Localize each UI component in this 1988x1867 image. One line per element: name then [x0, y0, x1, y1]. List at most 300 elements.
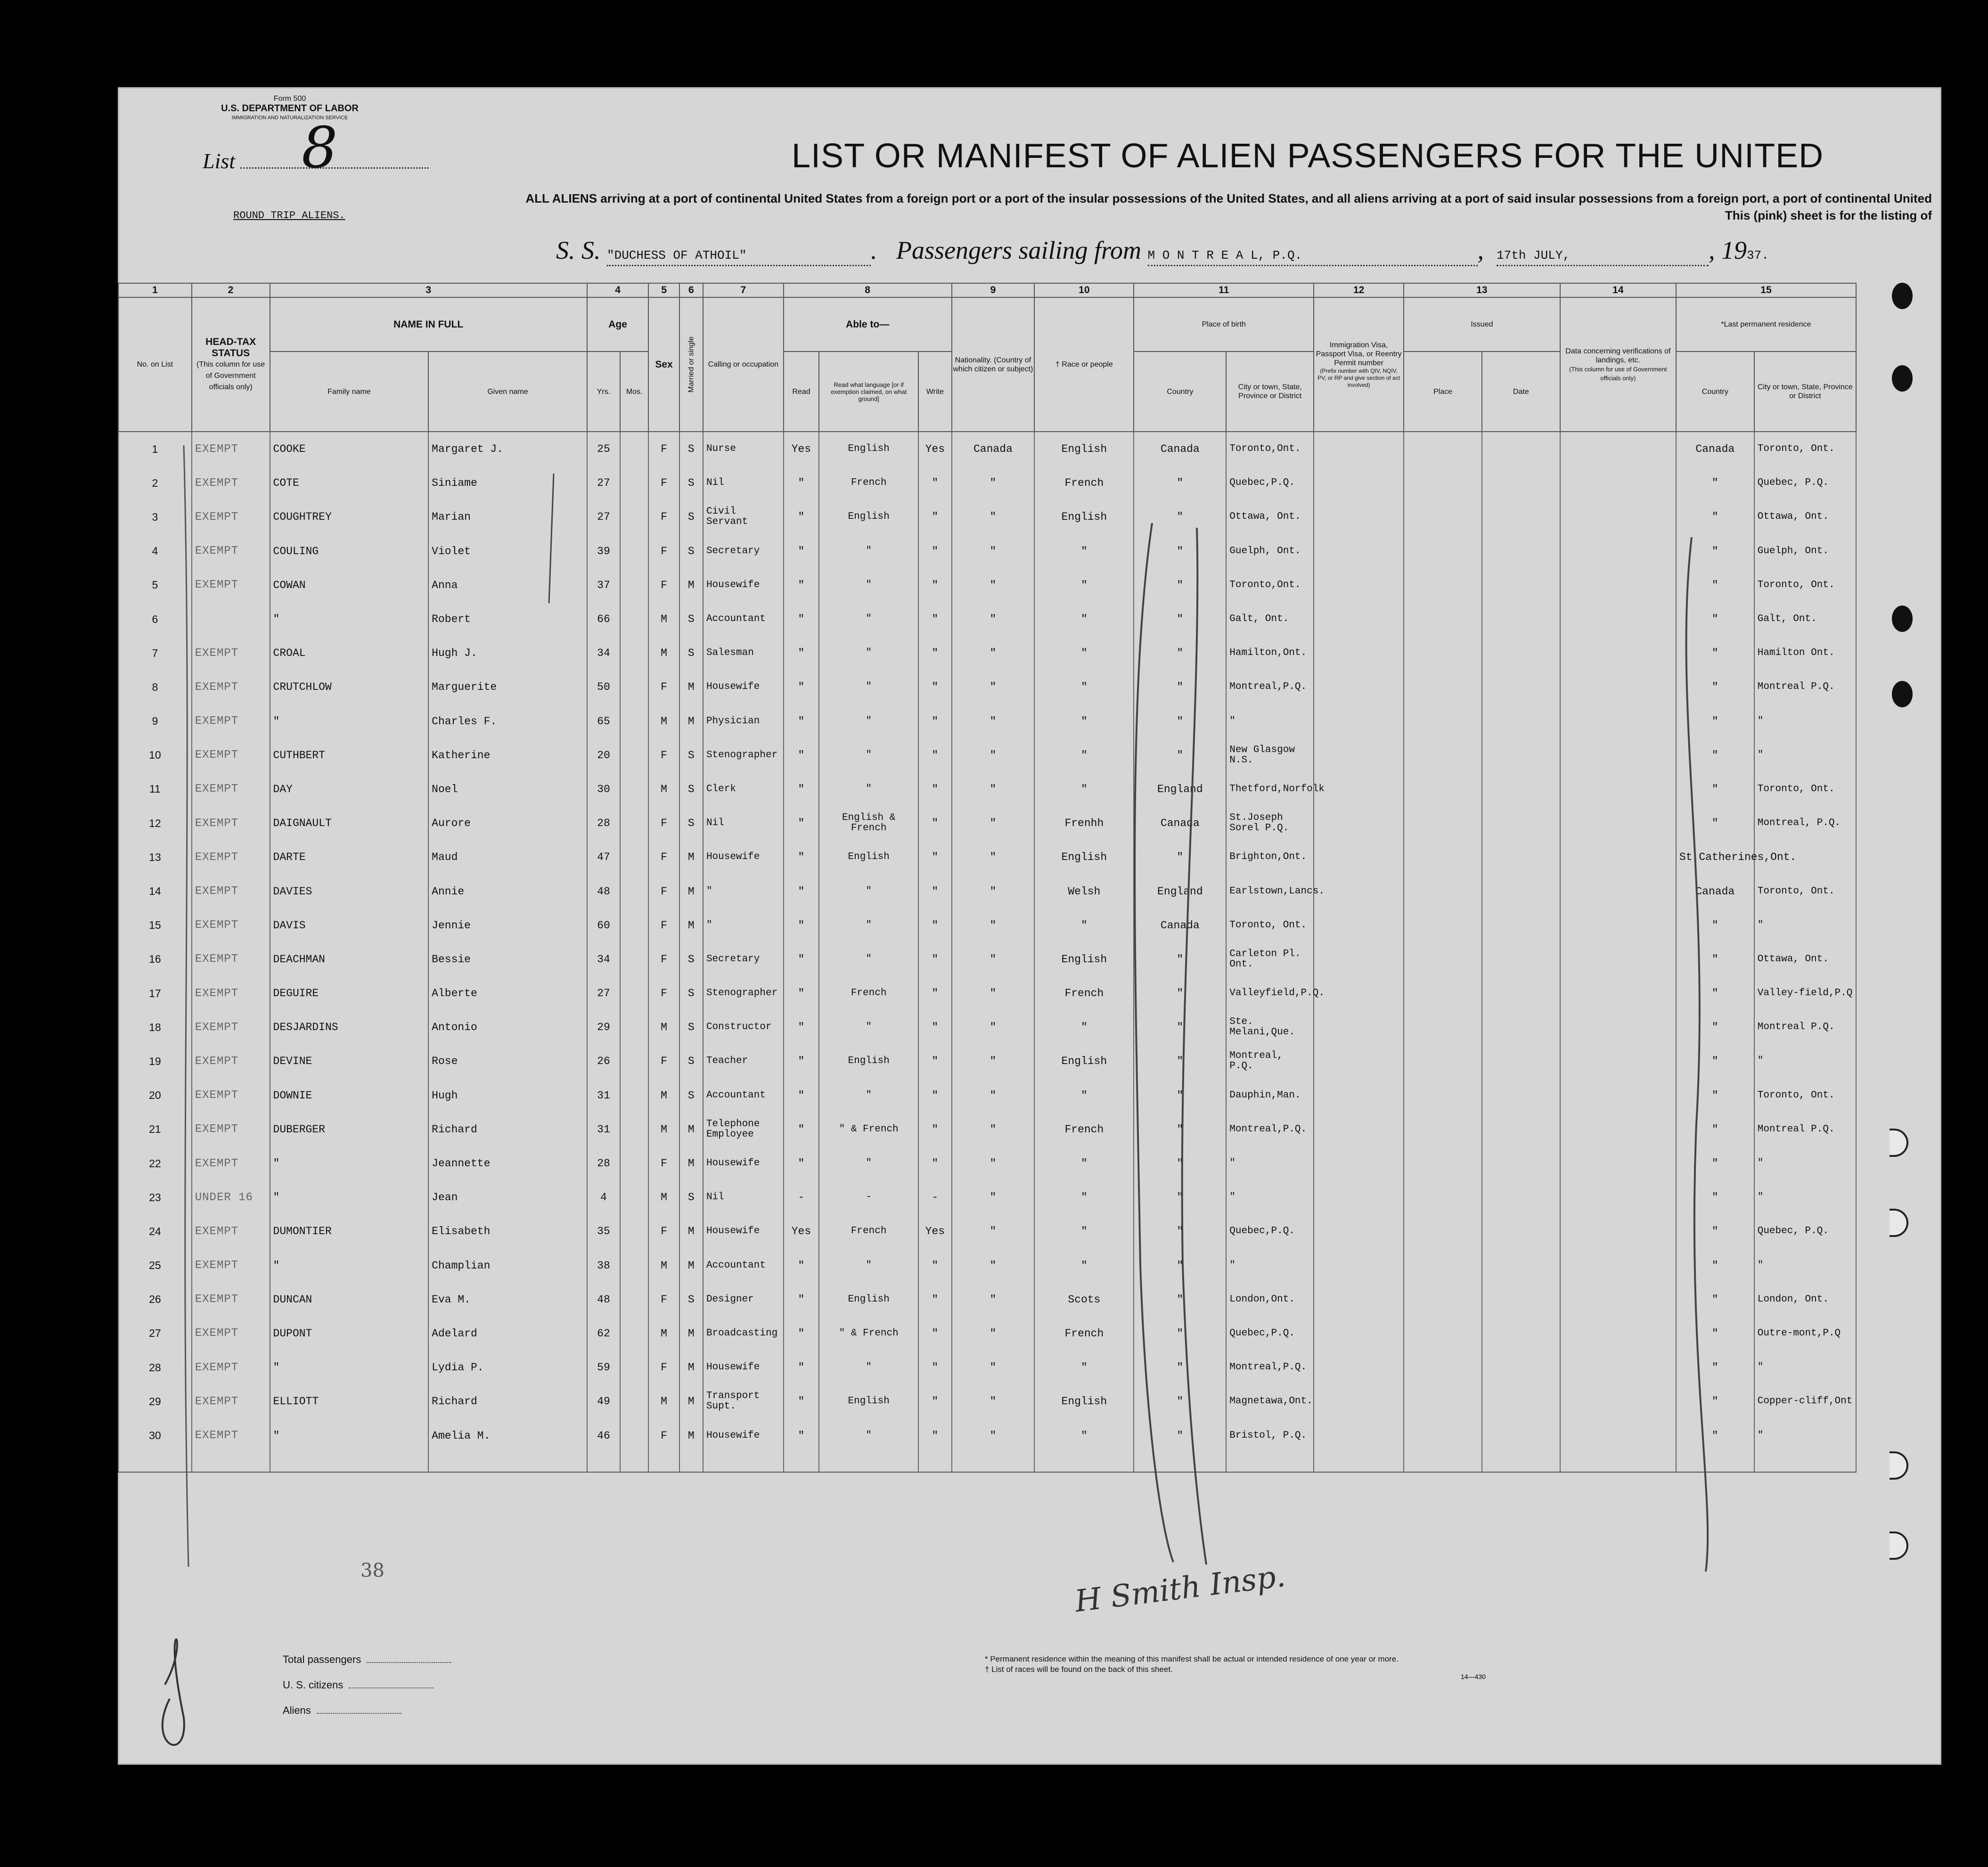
family-name: DARTE	[270, 840, 429, 874]
row-number: 13	[118, 840, 192, 874]
col-num: 7	[703, 283, 784, 297]
birth-country: "	[1134, 636, 1226, 670]
head-tax-status: EXEMPT	[192, 976, 270, 1010]
sex: M	[648, 602, 679, 636]
given-name: Violet	[428, 534, 587, 568]
residence-city: "	[1754, 1146, 1856, 1180]
age-years: 27	[587, 466, 620, 500]
nationality: "	[952, 772, 1035, 806]
residence-city: Outre-mont,P.Q	[1754, 1317, 1856, 1351]
birth-country: "	[1134, 670, 1226, 704]
can-write: "	[918, 1113, 951, 1146]
residence-country: "	[1676, 772, 1754, 806]
sex: F	[648, 1044, 679, 1078]
header-given-name: Given name	[428, 352, 587, 432]
age-years: 4	[587, 1180, 620, 1214]
footnote-races: † List of races will be found on the back of this sheet.	[985, 1665, 1173, 1674]
ss-label: S. S.	[556, 236, 601, 264]
family-name: CRUTCHLOW	[270, 670, 429, 704]
head-tax-status: EXEMPT	[192, 1146, 270, 1180]
family-name: DAY	[270, 772, 429, 806]
residence-country: St.Catherines,Ont.	[1676, 840, 1754, 874]
nationality: "	[952, 1214, 1035, 1248]
nationality: "	[952, 1384, 1035, 1418]
marital-status: M	[679, 1418, 703, 1452]
birth-country: "	[1134, 602, 1226, 636]
race: "	[1034, 534, 1134, 568]
read-language: "	[819, 772, 918, 806]
can-write: "	[918, 909, 951, 942]
birth-city: Montreal, P.Q.	[1226, 1044, 1314, 1078]
family-name: DUNCAN	[270, 1283, 429, 1317]
header-issued: Issued	[1404, 297, 1560, 352]
read-language: "	[819, 1418, 918, 1452]
residence-country: "	[1676, 1249, 1754, 1283]
family-name: COUGHTREY	[270, 500, 429, 534]
marital-status: M	[679, 1384, 703, 1418]
row-number: 9	[118, 704, 192, 738]
given-name: Jean	[428, 1180, 587, 1214]
marital-status: S	[679, 602, 703, 636]
occupation: Housewife	[703, 1351, 784, 1384]
race: "	[1034, 1351, 1134, 1384]
head-tax-status: EXEMPT	[192, 568, 270, 602]
residence-country: "	[1676, 738, 1754, 772]
row-number: 1	[118, 432, 192, 466]
total-passengers-label: Total passengers	[283, 1654, 361, 1665]
occupation: Telephone Employee	[703, 1113, 784, 1146]
list-label: List	[203, 149, 236, 173]
can-write: "	[918, 670, 951, 704]
col-num: 10	[1034, 283, 1134, 297]
residence-country: "	[1676, 806, 1754, 840]
given-name: Hugh	[428, 1079, 587, 1113]
residence-city: Montreal P.Q.	[1754, 670, 1856, 704]
sex: F	[648, 1283, 679, 1317]
marital-status: S	[679, 432, 703, 466]
marital-status: M	[679, 874, 703, 908]
row-number: 14	[118, 874, 192, 908]
occupation: Stenographer	[703, 738, 784, 772]
birth-country: England	[1134, 772, 1226, 806]
instructions-line-1: ALL ALIENS arriving at a port of continental United States from a foreign port or a port of the insular possessions of the United States, and all aliens arriving at a port of said insular possessions from a foreign port, a port of continental United	[525, 191, 1932, 205]
family-name: "	[270, 704, 429, 738]
sex: M	[648, 1180, 679, 1214]
row-number: 12	[118, 806, 192, 840]
residence-country: Canada	[1676, 874, 1754, 908]
birth-country: "	[1134, 976, 1226, 1010]
occupation: Nil	[703, 806, 784, 840]
nationality: "	[952, 1283, 1035, 1317]
header-issued-place: Place	[1404, 352, 1482, 432]
head-tax-status: EXEMPT	[192, 670, 270, 704]
given-name: Aurore	[428, 806, 587, 840]
race: English	[1034, 840, 1134, 874]
sex: F	[648, 874, 679, 908]
residence-country: "	[1676, 704, 1754, 738]
residence-city: "	[1754, 1180, 1856, 1214]
list-number: 8	[302, 115, 338, 181]
nationality: "	[952, 840, 1035, 874]
read-language: " & French	[819, 1317, 918, 1351]
given-name: Eva M.	[428, 1283, 587, 1317]
head-tax-status: EXEMPT	[192, 772, 270, 806]
data-landings-label: Data concerning verifications of landings, etc.	[1565, 347, 1671, 364]
residence-country: "	[1676, 909, 1754, 942]
can-write: "	[918, 942, 951, 976]
race: Scots	[1034, 1283, 1134, 1317]
head-tax-status: EXEMPT	[192, 1418, 270, 1452]
can-read: Yes	[784, 432, 819, 466]
birth-country: "	[1134, 1317, 1226, 1351]
col-num: 11	[1134, 283, 1314, 297]
head-tax-status: EXEMPT	[192, 806, 270, 840]
header-family-name: Family name	[270, 352, 429, 432]
visa-note: (Prefix number with QIV, NQIV, PV, or RP and give section of act involved)	[1317, 367, 1400, 388]
marital-status: S	[679, 1180, 703, 1214]
nationality: "	[952, 1079, 1035, 1113]
age-years: 20	[587, 738, 620, 772]
sex: F	[648, 670, 679, 704]
family-name: DUPONT	[270, 1317, 429, 1351]
birth-country: "	[1134, 1249, 1226, 1283]
nationality: "	[952, 466, 1035, 500]
can-write: "	[918, 534, 951, 568]
occupation: Housewife	[703, 670, 784, 704]
residence-country: "	[1676, 466, 1754, 500]
sex: F	[648, 806, 679, 840]
race: "	[1034, 704, 1134, 738]
birth-country: "	[1134, 1351, 1226, 1384]
age-years: 30	[587, 772, 620, 806]
read-language: "	[819, 942, 918, 976]
can-read: "	[784, 738, 819, 772]
birth-country: "	[1134, 1384, 1226, 1418]
occupation: Stenographer	[703, 976, 784, 1010]
residence-city: Guelph, Ont.	[1754, 534, 1856, 568]
can-write: "	[918, 1418, 951, 1452]
residence-country: "	[1676, 602, 1754, 636]
read-language: English	[819, 500, 918, 534]
residence-country: Canada	[1676, 432, 1754, 466]
occupation: Accountant	[703, 1079, 784, 1113]
aliens-label: Aliens	[283, 1704, 311, 1716]
row-number: 16	[118, 942, 192, 976]
occupation: Housewife	[703, 1418, 784, 1452]
col-num: 1	[118, 283, 192, 297]
nationality: "	[952, 806, 1035, 840]
age-years: 62	[587, 1317, 620, 1351]
binder-hole	[1892, 283, 1913, 309]
occupation: Broadcasting	[703, 1317, 784, 1351]
marital-status: M	[679, 1146, 703, 1180]
sailing-label: Passengers sailing from	[896, 236, 1142, 264]
occupation: Nil	[703, 466, 784, 500]
family-name: DEGUIRE	[270, 976, 429, 1010]
row-number: 4	[118, 534, 192, 568]
binder-hole	[1892, 681, 1913, 707]
row-number: 22	[118, 1146, 192, 1180]
occupation: Designer	[703, 1283, 784, 1317]
birth-city: Toronto,Ont.	[1226, 432, 1314, 466]
given-name: Noel	[428, 772, 587, 806]
can-read: "	[784, 1317, 819, 1351]
sex: M	[648, 1317, 679, 1351]
given-name: Lydia P.	[428, 1351, 587, 1384]
residence-country: "	[1676, 1214, 1754, 1248]
can-write: "	[918, 738, 951, 772]
binder-hole	[1892, 606, 1913, 632]
birth-city: Montreal,P.Q.	[1226, 1113, 1314, 1146]
col-num: 12	[1314, 283, 1404, 297]
occupation: Housewife	[703, 840, 784, 874]
given-name: Jennie	[428, 909, 587, 942]
age-years: 28	[587, 1146, 620, 1180]
sex: F	[648, 466, 679, 500]
age-years: 31	[587, 1113, 620, 1146]
race: "	[1034, 1079, 1134, 1113]
read-language: "	[819, 534, 918, 568]
can-read: "	[784, 1283, 819, 1317]
residence-city: Montreal, P.Q.	[1754, 806, 1856, 840]
race: "	[1034, 1010, 1134, 1044]
row-number: 17	[118, 976, 192, 1010]
header-age: Age	[587, 297, 649, 352]
read-language: English	[819, 432, 918, 466]
occupation: Nurse	[703, 432, 784, 466]
sex: M	[648, 1010, 679, 1044]
sex: M	[648, 1079, 679, 1113]
sex: F	[648, 534, 679, 568]
header-race: † Race or people	[1034, 297, 1134, 432]
marital-status: M	[679, 670, 703, 704]
given-name: Hugh J.	[428, 636, 587, 670]
residence-country: "	[1676, 1044, 1754, 1078]
read-language: English	[819, 840, 918, 874]
head-tax-status: EXEMPT	[192, 500, 270, 534]
marital-status: M	[679, 840, 703, 874]
birth-city: Dauphin,Man.	[1226, 1079, 1314, 1113]
header-able-to: Able to—	[784, 297, 952, 352]
birth-city: "	[1226, 1249, 1314, 1283]
age-years: 59	[587, 1351, 620, 1384]
given-name: Marguerite	[428, 670, 587, 704]
read-language: "	[819, 568, 918, 602]
occupation: Civil Servant	[703, 500, 784, 534]
row-number: 6	[118, 602, 192, 636]
head-tax-status: EXEMPT	[192, 738, 270, 772]
ship-line: S. S. "DUCHESS OF ATHOIL" . Passengers sailing from M O N T R E A L, P.Q. , 17th JULY, , 1937.	[556, 236, 1769, 266]
can-read: "	[784, 1351, 819, 1384]
race: "	[1034, 772, 1134, 806]
family-name: DEACHMAN	[270, 942, 429, 976]
birth-city: Bristol, P.Q.	[1226, 1418, 1314, 1452]
residence-city: "	[1754, 1351, 1856, 1384]
age-years: 37	[587, 568, 620, 602]
manifest-sheet	[118, 87, 1941, 1765]
can-read: "	[784, 466, 819, 500]
can-read: "	[784, 602, 819, 636]
header-married: Married or single	[679, 297, 703, 432]
given-name: Charles F.	[428, 704, 587, 738]
family-name: DUMONTIER	[270, 1214, 429, 1248]
residence-city: Montreal P.Q.	[1754, 1010, 1856, 1044]
head-tax-status: EXEMPT	[192, 942, 270, 976]
family-name: COULING	[270, 534, 429, 568]
nationality: "	[952, 738, 1035, 772]
form-number: Form 500	[273, 95, 306, 103]
head-tax-status: EXEMPT	[192, 874, 270, 908]
residence-city: Toronto, Ont.	[1754, 432, 1856, 466]
residence-country: "	[1676, 534, 1754, 568]
occupation: Accountant	[703, 602, 784, 636]
sex: M	[648, 704, 679, 738]
nationality: "	[952, 1418, 1035, 1452]
marital-status: M	[679, 568, 703, 602]
residence-city: Toronto, Ont.	[1754, 568, 1856, 602]
header-no-on-list: No. on List	[118, 297, 192, 432]
sex: F	[648, 1214, 679, 1248]
residence-country: "	[1676, 1113, 1754, 1146]
read-language: English	[819, 1384, 918, 1418]
nationality: "	[952, 1010, 1035, 1044]
nationality: "	[952, 942, 1035, 976]
given-name: Richard	[428, 1113, 587, 1146]
row-number: 5	[118, 568, 192, 602]
round-trip-label: ROUND TRIP ALIENS.	[233, 210, 345, 221]
can-read: -	[784, 1180, 819, 1214]
header-birth-city: City or town, State, Province or District	[1226, 352, 1314, 432]
row-number: 30	[118, 1418, 192, 1452]
birth-country: England	[1134, 874, 1226, 908]
birth-city: Valleyfield,P.Q.	[1226, 976, 1314, 1010]
age-years: 66	[587, 602, 620, 636]
family-name: "	[270, 1418, 429, 1452]
read-language: "	[819, 1010, 918, 1044]
marital-status: M	[679, 1249, 703, 1283]
col-num: 15	[1676, 283, 1856, 297]
race: English	[1034, 1384, 1134, 1418]
col-num: 2	[192, 283, 270, 297]
residence-country: "	[1676, 976, 1754, 1010]
col-num: 3	[270, 283, 587, 297]
departure-port: M O N T R E A L, P.Q.	[1147, 248, 1302, 262]
sex: F	[648, 909, 679, 942]
race: Frenhh	[1034, 806, 1134, 840]
head-tax-status: EXEMPT	[192, 704, 270, 738]
occupation: Constructor	[703, 1010, 784, 1044]
birth-country: "	[1134, 568, 1226, 602]
birth-city: Brighton,Ont.	[1226, 840, 1314, 874]
header-residence-country: Country	[1676, 352, 1754, 432]
family-name: COTE	[270, 466, 429, 500]
row-number: 29	[118, 1384, 192, 1418]
nationality: "	[952, 909, 1035, 942]
birth-country: "	[1134, 500, 1226, 534]
read-language: "	[819, 1351, 918, 1384]
given-name: Antonio	[428, 1010, 587, 1044]
race: "	[1034, 636, 1134, 670]
can-read: "	[784, 1044, 819, 1078]
age-years: 65	[587, 704, 620, 738]
head-tax-status: EXEMPT	[192, 1351, 270, 1384]
birth-country: "	[1134, 534, 1226, 568]
birth-country: "	[1134, 1214, 1226, 1248]
read-language: "	[819, 738, 918, 772]
race: English	[1034, 1044, 1134, 1078]
head-tax-status: EXEMPT	[192, 1249, 270, 1283]
birth-country: "	[1134, 704, 1226, 738]
form-code: 14—430	[1461, 1673, 1486, 1680]
race: "	[1034, 909, 1134, 942]
can-read: "	[784, 806, 819, 840]
nationality: "	[952, 874, 1035, 908]
birth-city: Magnetawa,Ont.	[1226, 1384, 1314, 1418]
age-years: 28	[587, 806, 620, 840]
birth-country: "	[1134, 1044, 1226, 1078]
nationality: "	[952, 704, 1035, 738]
marital-status: S	[679, 772, 703, 806]
age-years: 27	[587, 976, 620, 1010]
birth-country: "	[1134, 1146, 1226, 1180]
occupation: "	[703, 874, 784, 908]
header-mos: Mos.	[620, 352, 648, 432]
nationality: "	[952, 1351, 1035, 1384]
can-read: "	[784, 942, 819, 976]
read-language: "	[819, 670, 918, 704]
occupation: Physician	[703, 704, 784, 738]
head-tax-status: EXEMPT	[192, 534, 270, 568]
read-language: "	[819, 1249, 918, 1283]
head-tax-status: EXEMPT	[192, 1113, 270, 1146]
given-name: Maud	[428, 840, 587, 874]
marital-status: S	[679, 1044, 703, 1078]
nationality: "	[952, 568, 1035, 602]
read-language: "	[819, 1146, 918, 1180]
birth-city: St.Joseph Sorel P.Q.	[1226, 806, 1314, 840]
given-name: Alberte	[428, 976, 587, 1010]
family-name: "	[270, 602, 429, 636]
age-years: 25	[587, 432, 620, 466]
can-write: "	[918, 1351, 951, 1384]
row-number: 25	[118, 1249, 192, 1283]
occupation: Housewife	[703, 1214, 784, 1248]
family-name: COOKE	[270, 432, 429, 466]
nationality: "	[952, 1317, 1035, 1351]
service-name: IMMIGRATION AND NATURALIZATION SERVICE	[231, 115, 348, 121]
race: French	[1034, 466, 1134, 500]
family-name: DESJARDINS	[270, 1010, 429, 1044]
race: "	[1034, 1418, 1134, 1452]
marital-status: M	[679, 1214, 703, 1248]
read-language: English	[819, 1283, 918, 1317]
can-write: "	[918, 1079, 951, 1113]
col-num: 4	[587, 283, 649, 297]
header-write: Write	[918, 352, 951, 432]
birth-country: "	[1134, 1180, 1226, 1214]
age-years: 29	[587, 1010, 620, 1044]
birth-country: Canada	[1134, 806, 1226, 840]
residence-city: Quebec, P.Q.	[1754, 466, 1856, 500]
birth-country: "	[1134, 738, 1226, 772]
nationality: "	[952, 500, 1035, 534]
row-number: 8	[118, 670, 192, 704]
header-issued-date: Date	[1482, 352, 1560, 432]
race: "	[1034, 1146, 1134, 1180]
can-read: "	[784, 1418, 819, 1452]
can-write: "	[918, 704, 951, 738]
row-number: 18	[118, 1010, 192, 1044]
